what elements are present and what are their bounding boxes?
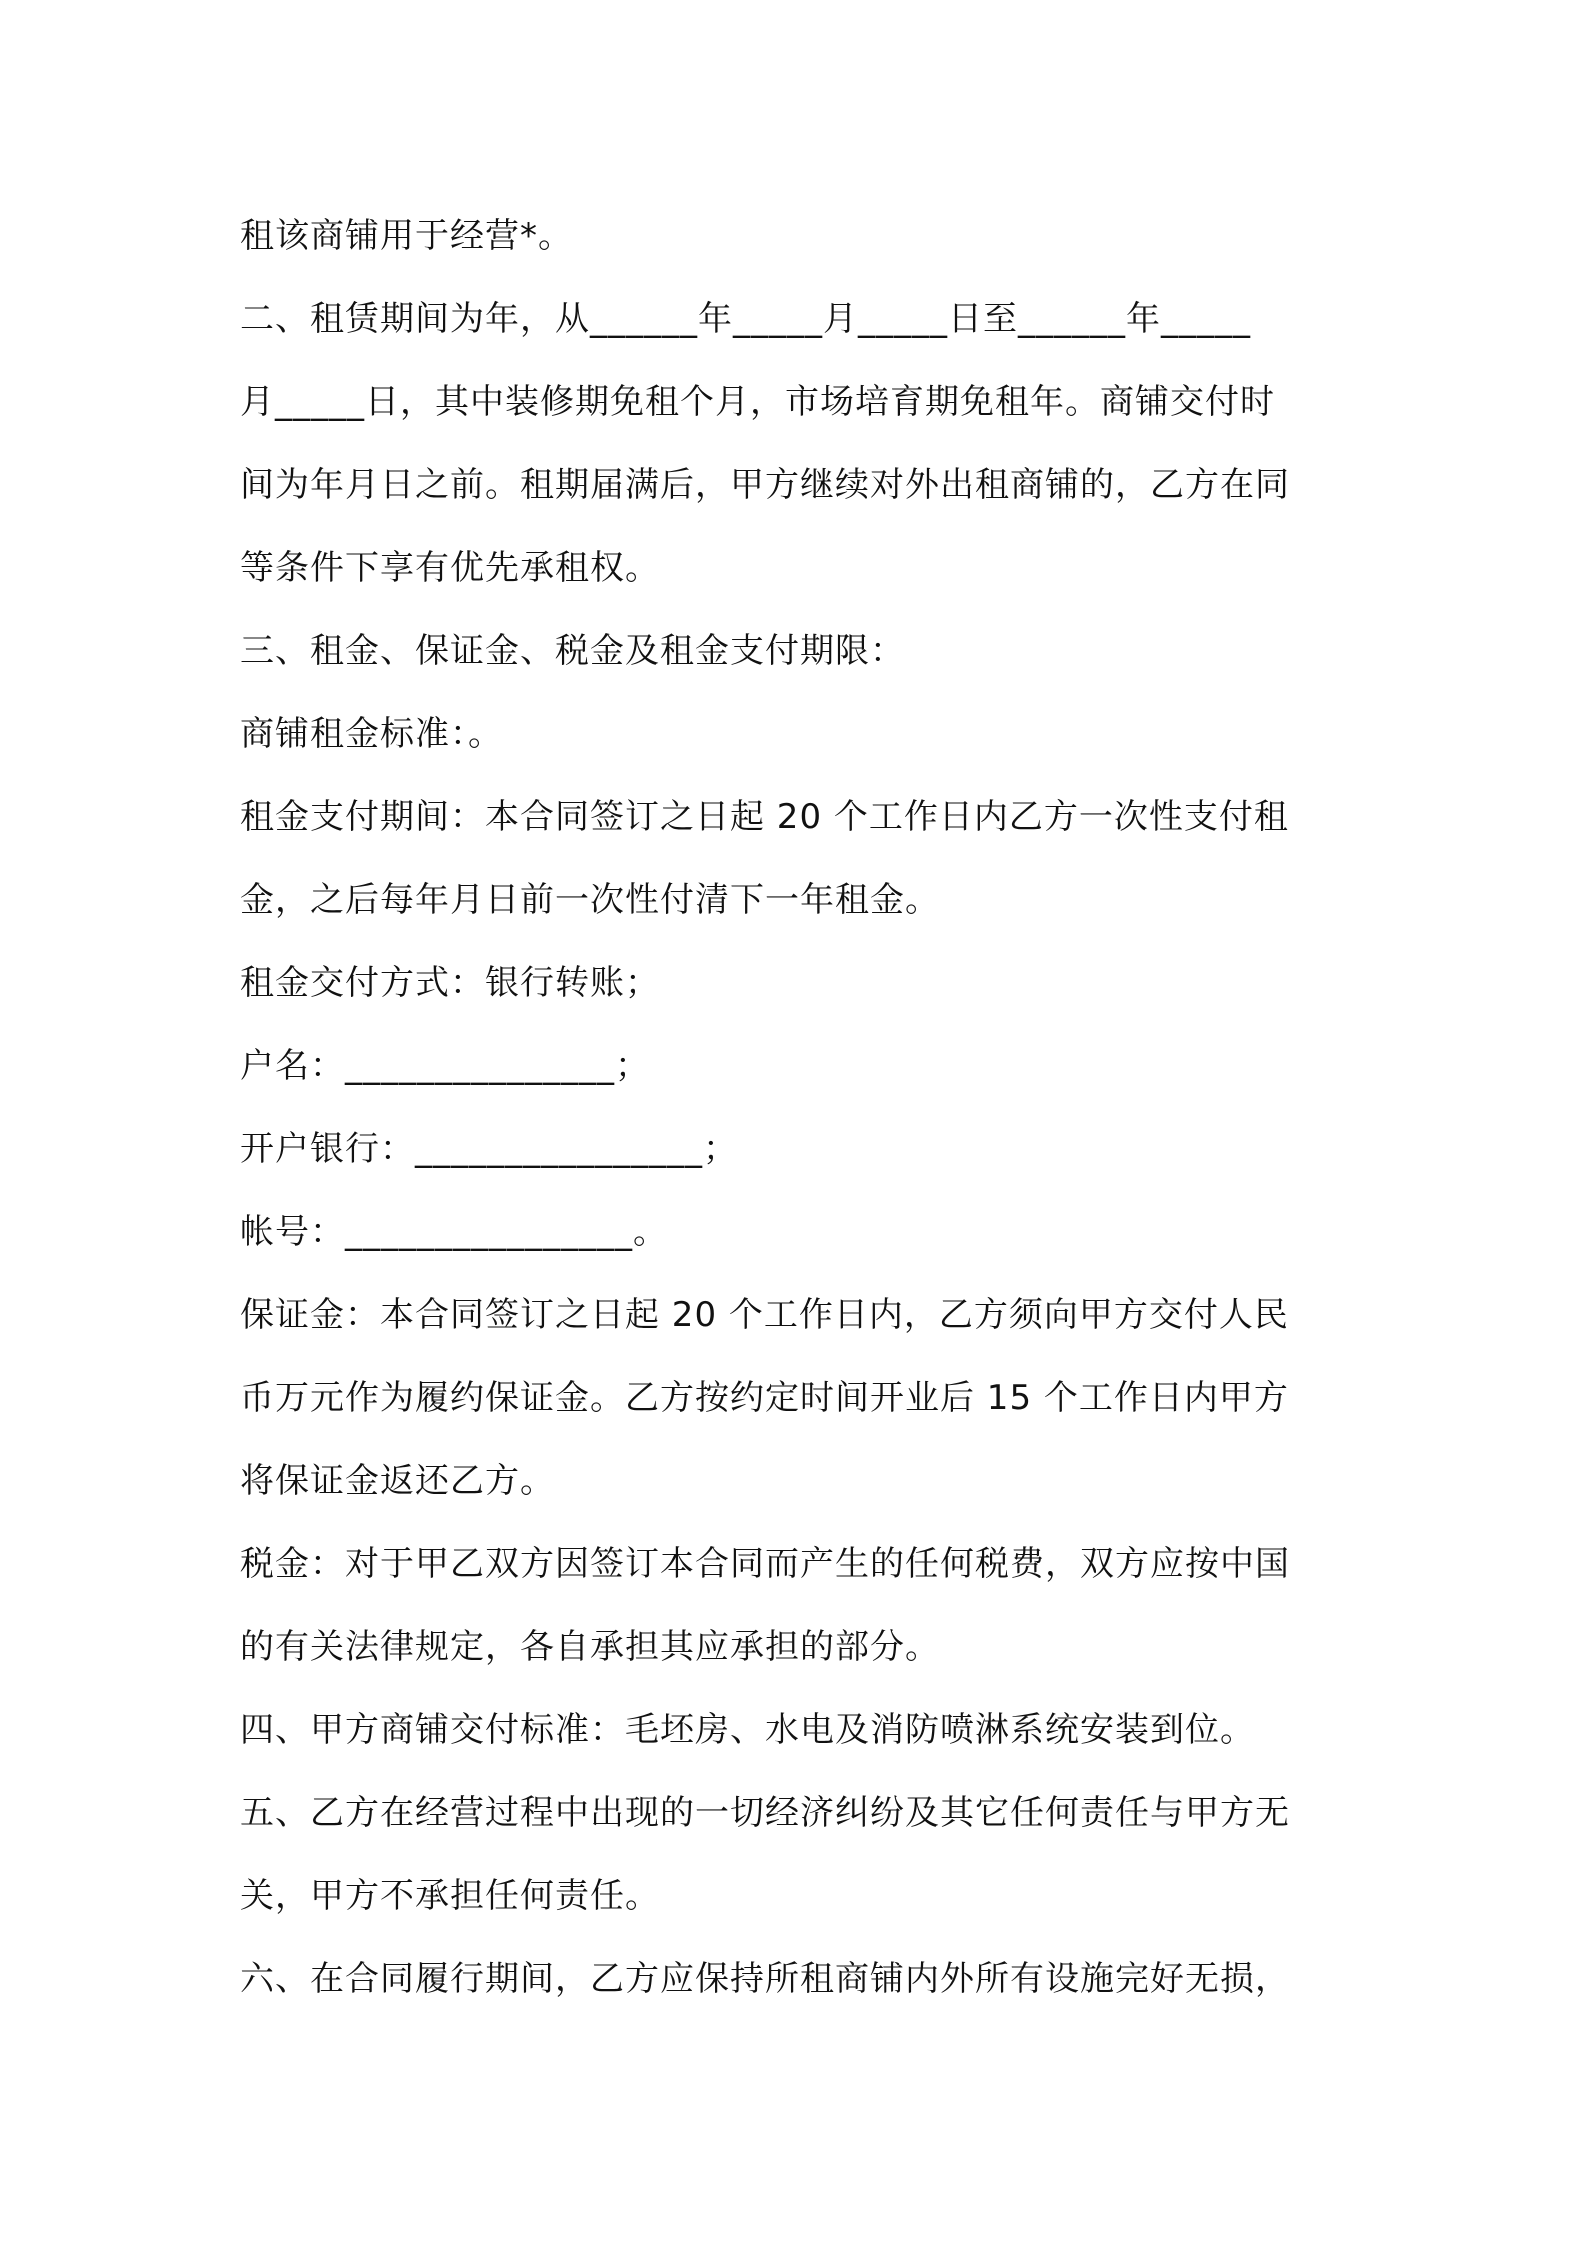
text-line: 保证金：本合同签订之日起 20 个工作日内，乙方须向甲方交付人民 xyxy=(240,1295,1289,1335)
text-line: 税金：对于甲乙双方因签订本合同而产生的任何税费，双方应按中国 xyxy=(240,1544,1290,1584)
text-line: 金，之后每年月日前一次性付清下一年租金。 xyxy=(240,880,940,920)
section-heading: 四、甲方商铺交付标准：毛坯房、水电及消防喷淋系统安装到位。 xyxy=(240,1710,1255,1750)
text-line: 租金交付方式：银行转账； xyxy=(240,963,660,1003)
text-line: 的有关法律规定，各自承担其应承担的部分。 xyxy=(240,1627,940,1667)
text-line: 关，甲方不承担任何责任。 xyxy=(240,1876,660,1916)
section-heading: 六、在合同履行期间，乙方应保持所租商铺内外所有设施完好无损， xyxy=(240,1959,1290,1999)
contract-text-body xyxy=(240,195,1355,2021)
text-line: 月_____日，其中装修期免租个月，市场培育期免租年。商铺交付时 xyxy=(240,382,1275,422)
text-line: 间为年月日之前。租期届满后，甲方继续对外出租商铺的，乙方在同 xyxy=(240,465,1290,505)
text-line: 将保证金返还乙方。 xyxy=(240,1461,555,1501)
text-line: 币万元作为履约保证金。乙方按约定时间开业后 15 个工作日内甲方 xyxy=(240,1378,1289,1418)
text-line: 租该商铺用于经营*。 xyxy=(240,216,573,256)
text-line: 等条件下享有优先承租权。 xyxy=(240,548,660,588)
section-heading: 三、租金、保证金、税金及租金支付期限： xyxy=(240,631,905,671)
bank-line: 开户银行：________________； xyxy=(240,1129,738,1169)
text-line: 租金支付期间：本合同签订之日起 20 个工作日内乙方一次性支付租 xyxy=(240,797,1289,837)
account-number-line: 帐号：________________。 xyxy=(240,1212,668,1252)
section-heading: 五、乙方在经营过程中出现的一切经济纠纷及其它任何责任与甲方无 xyxy=(240,1793,1290,1833)
text-line: 商铺租金标准：。 xyxy=(240,714,503,754)
text-line: 二、租赁期间为年，从______年_____月_____日至______年_____ xyxy=(240,299,1251,339)
account-name-line: 户名：_______________； xyxy=(240,1046,650,1086)
